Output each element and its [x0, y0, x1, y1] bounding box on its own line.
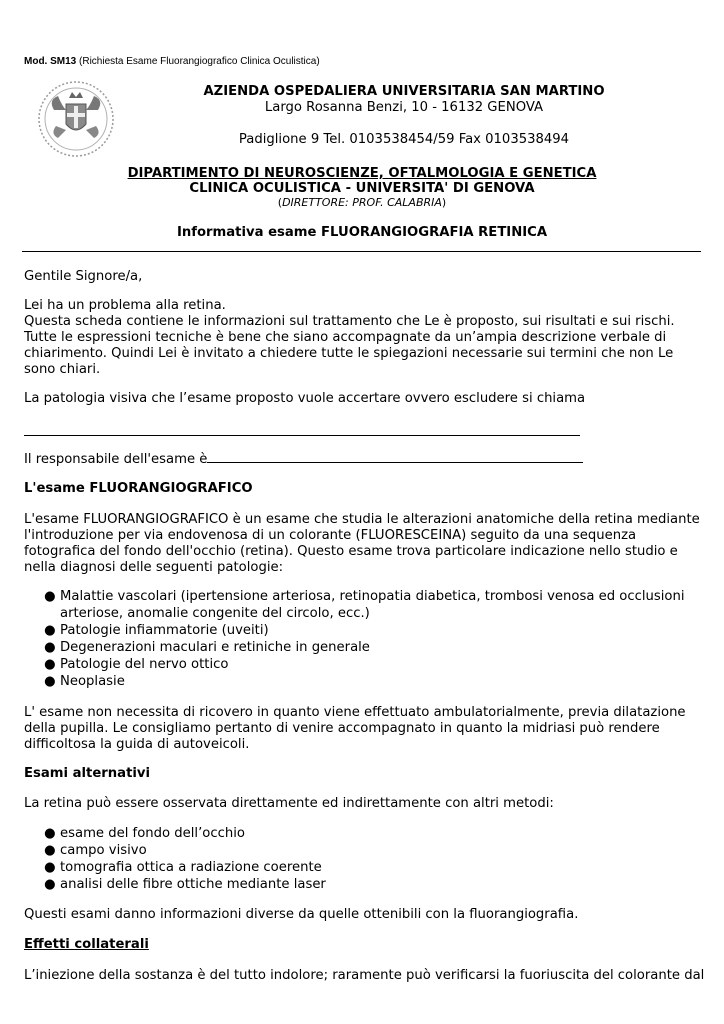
pathologies-list [24, 588, 704, 690]
form-description: (Richiesta Esame Fluorangiografico Clinica Oculistica) [79, 56, 320, 67]
pavilion-contacts: Padiglione 9 Tel. 0103538454/59 Fax 0103538494 [238, 132, 570, 147]
outpatient-line: della pupilla. Le consigliamo pertanto di venire accompagnato in quanto la midriasi può rendere [24, 721, 660, 736]
pathology-sentence: La patologia visiva che l’esame proposto vuole accertare ovvero escludere si chiama [24, 391, 586, 406]
department-title: DIPARTIMENTO DI NEUROSCIENZE, OFTALMOLOGIA E GENETICA [127, 166, 597, 181]
bullet: ● [44, 826, 56, 841]
outpatient-paragraph [24, 705, 704, 753]
list-item [24, 588, 704, 622]
outpatient-line: L' esame non necessita di ricovero in quanto viene effettuato ambulatorialmente, previa dilatazione [24, 705, 686, 720]
hospital-address: Largo Rosanna Benzi, 10 - 16132 GENOVA [264, 100, 544, 115]
list-item-text: Degenerazioni maculari e retiniche in generale [60, 640, 370, 655]
hospital-name: AZIENDA OSPEDALIERA UNIVERSITARIA SAN MARTINO [203, 84, 605, 99]
exam-paragraph [24, 512, 704, 576]
pathology-blank-line[interactable] [24, 424, 580, 436]
form-code: Mod. SM13 [24, 56, 77, 67]
bullet: ● [44, 843, 56, 858]
list-item [24, 639, 704, 656]
list-item-text: analisi delle fibre ottiche mediante laser [60, 877, 326, 892]
list-item [24, 825, 704, 842]
list-item-text: Patologie del nervo ottico [60, 657, 229, 672]
header-divider [22, 251, 701, 252]
list-item-text: arteriose, anomalie congenite del circolo, ecc.) [60, 606, 370, 621]
intro-paragraph [24, 298, 704, 378]
bullet: ● [44, 623, 56, 638]
list-item [24, 622, 704, 639]
hospital-seal-logo [36, 80, 116, 158]
bullet: ● [44, 860, 56, 875]
list-item [24, 673, 704, 690]
responsible-label: Il responsabile dell'esame è [24, 452, 208, 467]
exam-line: fotografica del fondo dell'occhio (retina). Questo esame trova particolare indicazione nello studio e [24, 544, 678, 559]
bullet: ● [44, 674, 56, 689]
alternatives-intro: La retina può essere osservata direttamente ed indirettamente con altri metodi: [24, 796, 554, 811]
information-title: Informativa esame FLUORANGIOGRAFIA RETINICA [176, 225, 548, 240]
exam-line: l'introduzione per via endovenosa di un colorante (FLUORESCEINA) seguito da una sequenza [24, 528, 637, 543]
intro-line: Lei ha un problema alla retina. [24, 298, 226, 313]
list-item-text: Neoplasie [60, 674, 125, 689]
list-item-text: Patologie infiammatorie (uveiti) [60, 623, 269, 638]
list-item [24, 859, 704, 876]
exam-line: nella diagnosi delle seguenti patologie: [24, 560, 284, 575]
exam-heading: L'esame FLUORANGIOGRAFICO [24, 481, 253, 496]
director-close: ) [441, 196, 447, 209]
bullet: ● [44, 657, 56, 672]
director-open: ( [277, 196, 283, 209]
exam-line: L'esame FLUORANGIOGRAFICO è un esame che studia le alterazioni anatomiche della retina mediante [24, 512, 700, 527]
outpatient-line: difficoltosa la guida di autoveicoli. [24, 737, 250, 752]
list-item [24, 656, 704, 673]
side-effects-heading: Effetti collaterali [24, 937, 149, 952]
director-name: DIRETTORE: PROF. CALABRIA [282, 196, 442, 209]
list-item-text: Malattie vascolari (ipertensione arteriosa, retinopatia diabetica, trombosi venosa ed occlusioni [60, 589, 685, 604]
bullet: ● [44, 640, 56, 655]
intro-line: chiarimento. Quindi Lei è invitato a chiedere tutte le spiegazioni necessarie sui termini che non Le [24, 346, 674, 361]
alternatives-heading: Esami alternativi [24, 766, 151, 781]
list-item [24, 842, 704, 859]
clinic-title: CLINICA OCULISTICA - UNIVERSITA' DI GENOVA [189, 181, 535, 196]
intro-line: sono chiari. [24, 362, 101, 377]
list-item [24, 876, 704, 893]
form-code-line [24, 56, 320, 67]
director-line [0, 196, 724, 209]
intro-line: Tutte le espressioni tecniche è bene che siano accompagnate da un’ampia descrizione verbale di [24, 330, 667, 345]
bullet: ● [44, 877, 56, 892]
alternatives-conclusion: Questi esami danno informazioni diverse da quelle ottenibili con la fluorangiografia. [24, 907, 579, 922]
list-item-text: tomografia ottica a radiazione coerente [60, 860, 322, 875]
alternatives-list [24, 825, 704, 893]
responsible-line [24, 451, 704, 468]
greeting: Gentile Signore/a, [24, 269, 143, 284]
list-item-text: esame del fondo dell’occhio [60, 826, 245, 841]
list-item-text: campo visivo [60, 843, 147, 858]
bullet: ● [44, 589, 56, 604]
side-effects-text: L’iniezione della sostanza è del tutto indolore; raramente può verificarsi la fuoriuscita del colorante dal [24, 968, 705, 983]
intro-line: Questa scheda contiene le informazioni sul trattamento che Le è proposto, sui risultati e sui rischi. [24, 314, 675, 329]
responsible-blank-line[interactable] [207, 451, 583, 463]
